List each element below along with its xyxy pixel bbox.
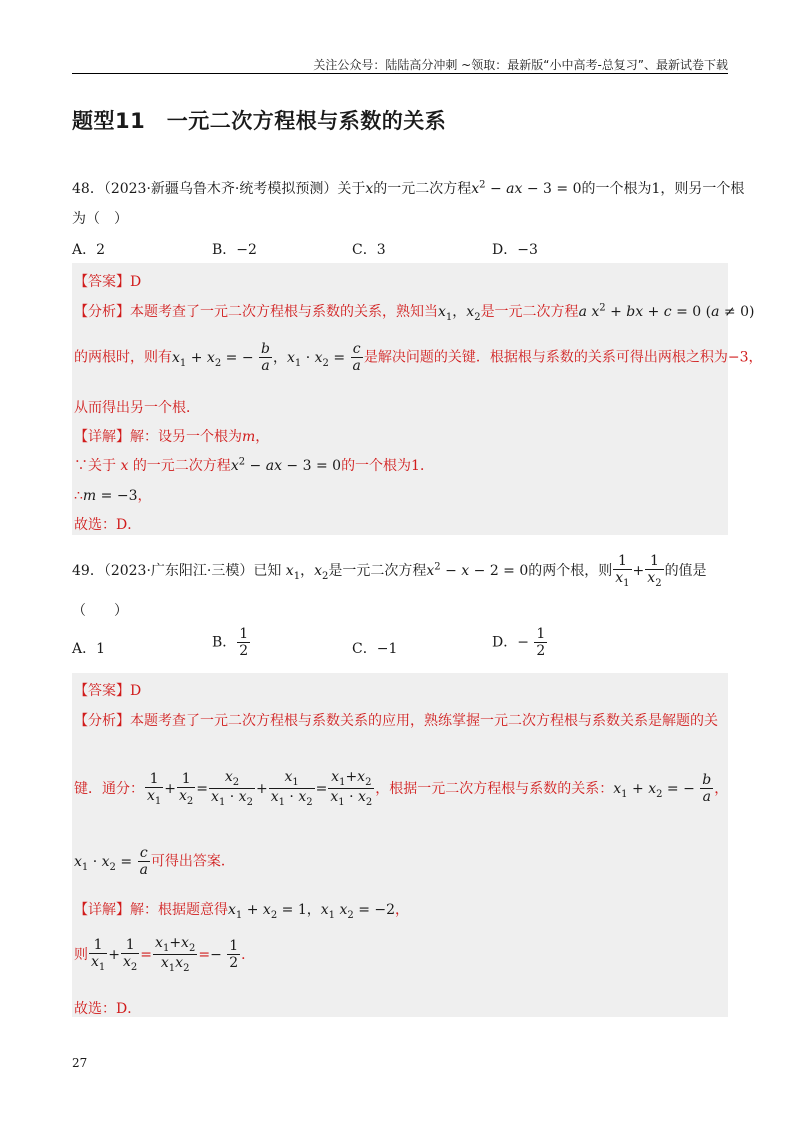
q49-option-b: B． $\frac{1}{2}$ — [212, 626, 249, 660]
q49-analysis-line1: 【分析】本题考查了一元二次方程根与系数关系的应用，熟练掌握一元二次方程根与系数关系是解题的关 — [74, 713, 718, 729]
q48-analysis-line1: 【分析】本题考查了一元二次方程根与系数的关系，熟知当$x_1$，$x_2$是一元二次方程a $x^2$ + bx + c = 0 (a ≠ 0) — [74, 302, 755, 323]
q49-solution-box — [72, 673, 728, 1017]
q48-detail-line3: ∴m = −3， — [74, 488, 152, 504]
q48-answer: 【答案】D — [74, 274, 142, 290]
q48-analysis-line3: 从而得出另一个根． — [74, 400, 200, 416]
q48-solution-box — [72, 263, 763, 535]
q48-analysis-line2: 的两根时，则有$x_1 + x_2$ = − $\frac{b}{a}$ ，$x_1 \cdot x_2$ = $\frac{c}{a}$ 是解决问题的关键．根据根与系数的关系可得出两根之积为−3， — [74, 341, 763, 375]
q49-option-a: A．1 — [72, 641, 106, 657]
q49-answer: 【答案】D — [74, 683, 142, 699]
q48-choice: 故选：D． — [74, 517, 142, 533]
q49-detail-line2: 则 $\frac{1}{x_1}$ + $\frac{1}{x_2}$ = $\frac{x_1+x_2}{x_1x_2}$ =− $\frac{1}{2}$ ． — [74, 935, 256, 975]
q49-option-d: D．− $\frac{1}{2}$ — [492, 626, 546, 660]
section-title: 题型11 一元二次方程根与系数的关系 — [72, 109, 447, 133]
page-number: 27 — [72, 1056, 88, 1070]
q49-choice: 故选：D． — [74, 1001, 142, 1017]
q49-analysis-line2: 键．通分： $\frac{1}{x_1}$ + $\frac{1}{x_2}$ = $\frac{x_2}{x_1 \cdot x_2}$ + $\frac{x_1}{x_1 \cdot x_2}$ = $\frac{x_1+x_2}{x_1 \cdot x_2}$ ，根据一元二次方程根与系数的关系：$x_1 + x_2$ = − $\frac{b}{a}$ ， — [74, 769, 729, 809]
q49-stem-line2: （ ） — [72, 603, 128, 619]
q48-option-d: D．−3 — [492, 242, 538, 258]
q48-option-a: A．2 — [72, 242, 106, 258]
q48-option-c: C．3 — [352, 242, 386, 258]
q49-analysis-line3: $x_1 \cdot x_2$ = $\frac{c}{a}$ 可得出答案． — [74, 845, 235, 879]
q49-stem-line1: 49．（2023·广东阳江·三模）已知 $x_1$，$x_2$是一元二次方程$x^2 - x - 2 = 0$的两个根，则 $\frac{1}{x_1}$ + $\frac{1}{x_2}$ 的值是 — [72, 553, 707, 589]
q48-detail-line2: ∵关于 x 的一元二次方程$x^2$ − ax − 3 = 0的一个根为1． — [74, 456, 434, 474]
page-header: 关注公众号：陆陆高分冲刺 ~领取：最新版“小中高考-总复习”、最新试卷下载 — [313, 58, 728, 72]
q48-detail-line1: 【详解】解：设另一个根为m， — [74, 429, 270, 445]
q49-option-c: C．−1 — [352, 641, 398, 657]
header-divider — [72, 73, 728, 74]
q48-stem-line2: 为（ ） — [72, 211, 128, 227]
q48-option-b: B．−2 — [212, 242, 257, 258]
q49-detail-line1: 【详解】解：根据题意得$x_1 + x_2 = 1$，$x_1$ $x_2 = -2$， — [74, 902, 410, 921]
q48-stem-line1: 48．（2023·新疆乌鲁木齐·统考模拟预测）关于x的一元二次方程$x^2$ − ax − 3 = 0的一个根为1，则另一个根 — [72, 179, 745, 197]
